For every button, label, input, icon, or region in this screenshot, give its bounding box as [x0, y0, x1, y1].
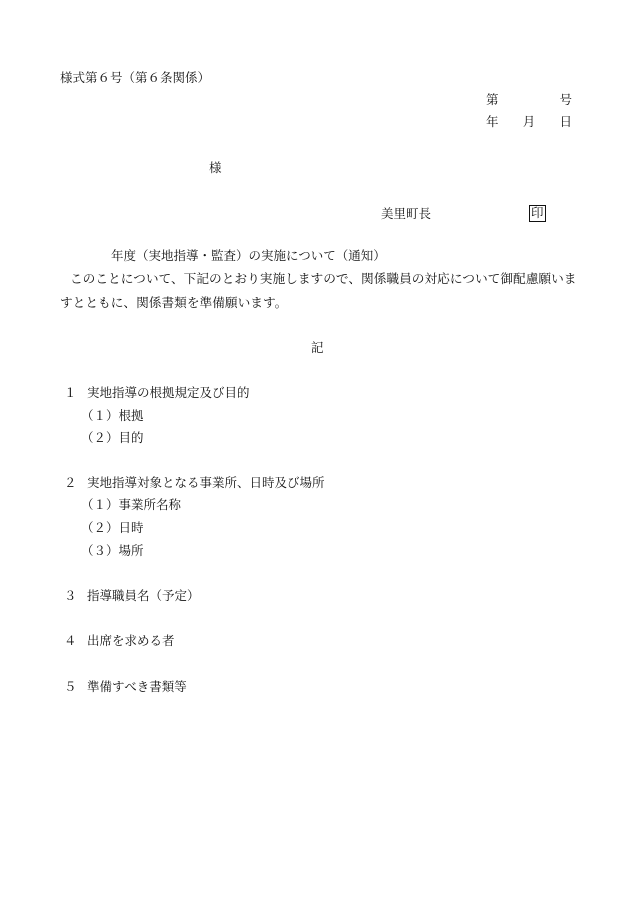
- subitem: （１）事業所名称: [81, 497, 182, 512]
- document-number-line: [486, 94, 572, 107]
- item-title: 実地指導の根拠規定及び目的: [87, 385, 250, 400]
- sender-name: 美里町長: [381, 206, 432, 221]
- date-year-label: 年: [486, 114, 499, 129]
- seal-mark: 印: [531, 205, 544, 220]
- subitem: （１）根拠: [81, 408, 144, 423]
- item-title: 準備すべき書類等: [87, 679, 187, 694]
- number-suffix: 号: [559, 92, 572, 107]
- date-month-label: 月: [522, 114, 536, 129]
- item-title: 実地指導対象となる事業所、日時及び場所: [87, 475, 325, 490]
- number-prefix: 第: [486, 92, 499, 107]
- item-title: 出席を求める者: [87, 633, 175, 648]
- item-number: ４: [64, 633, 77, 648]
- item-title: 指導職員名（予定）: [87, 588, 200, 603]
- document-subject: 年度（実地指導・監査）の実施について（通知）: [111, 248, 386, 263]
- item-number: ５: [64, 679, 77, 694]
- ki-heading: 記: [311, 340, 324, 355]
- subitem: （２）日時: [81, 520, 144, 535]
- addressee-suffix: 様: [209, 160, 222, 175]
- item-number: １: [64, 385, 77, 400]
- body-text-line-2: すとともに、関係書類を準備願います。: [60, 295, 288, 310]
- date-line: [486, 116, 572, 129]
- item-number: ３: [64, 588, 77, 603]
- body-text-line-1: このことについて、下記のとおり実施しますので、関係職員の対応について御配慮願いま: [70, 271, 577, 286]
- form-label: 様式第６号（第６条関係）: [60, 70, 211, 85]
- date-day-label: 日: [559, 114, 572, 129]
- subitem: （３）場所: [81, 543, 144, 558]
- subitem: （２）目的: [81, 430, 144, 445]
- item-number: ２: [64, 475, 77, 490]
